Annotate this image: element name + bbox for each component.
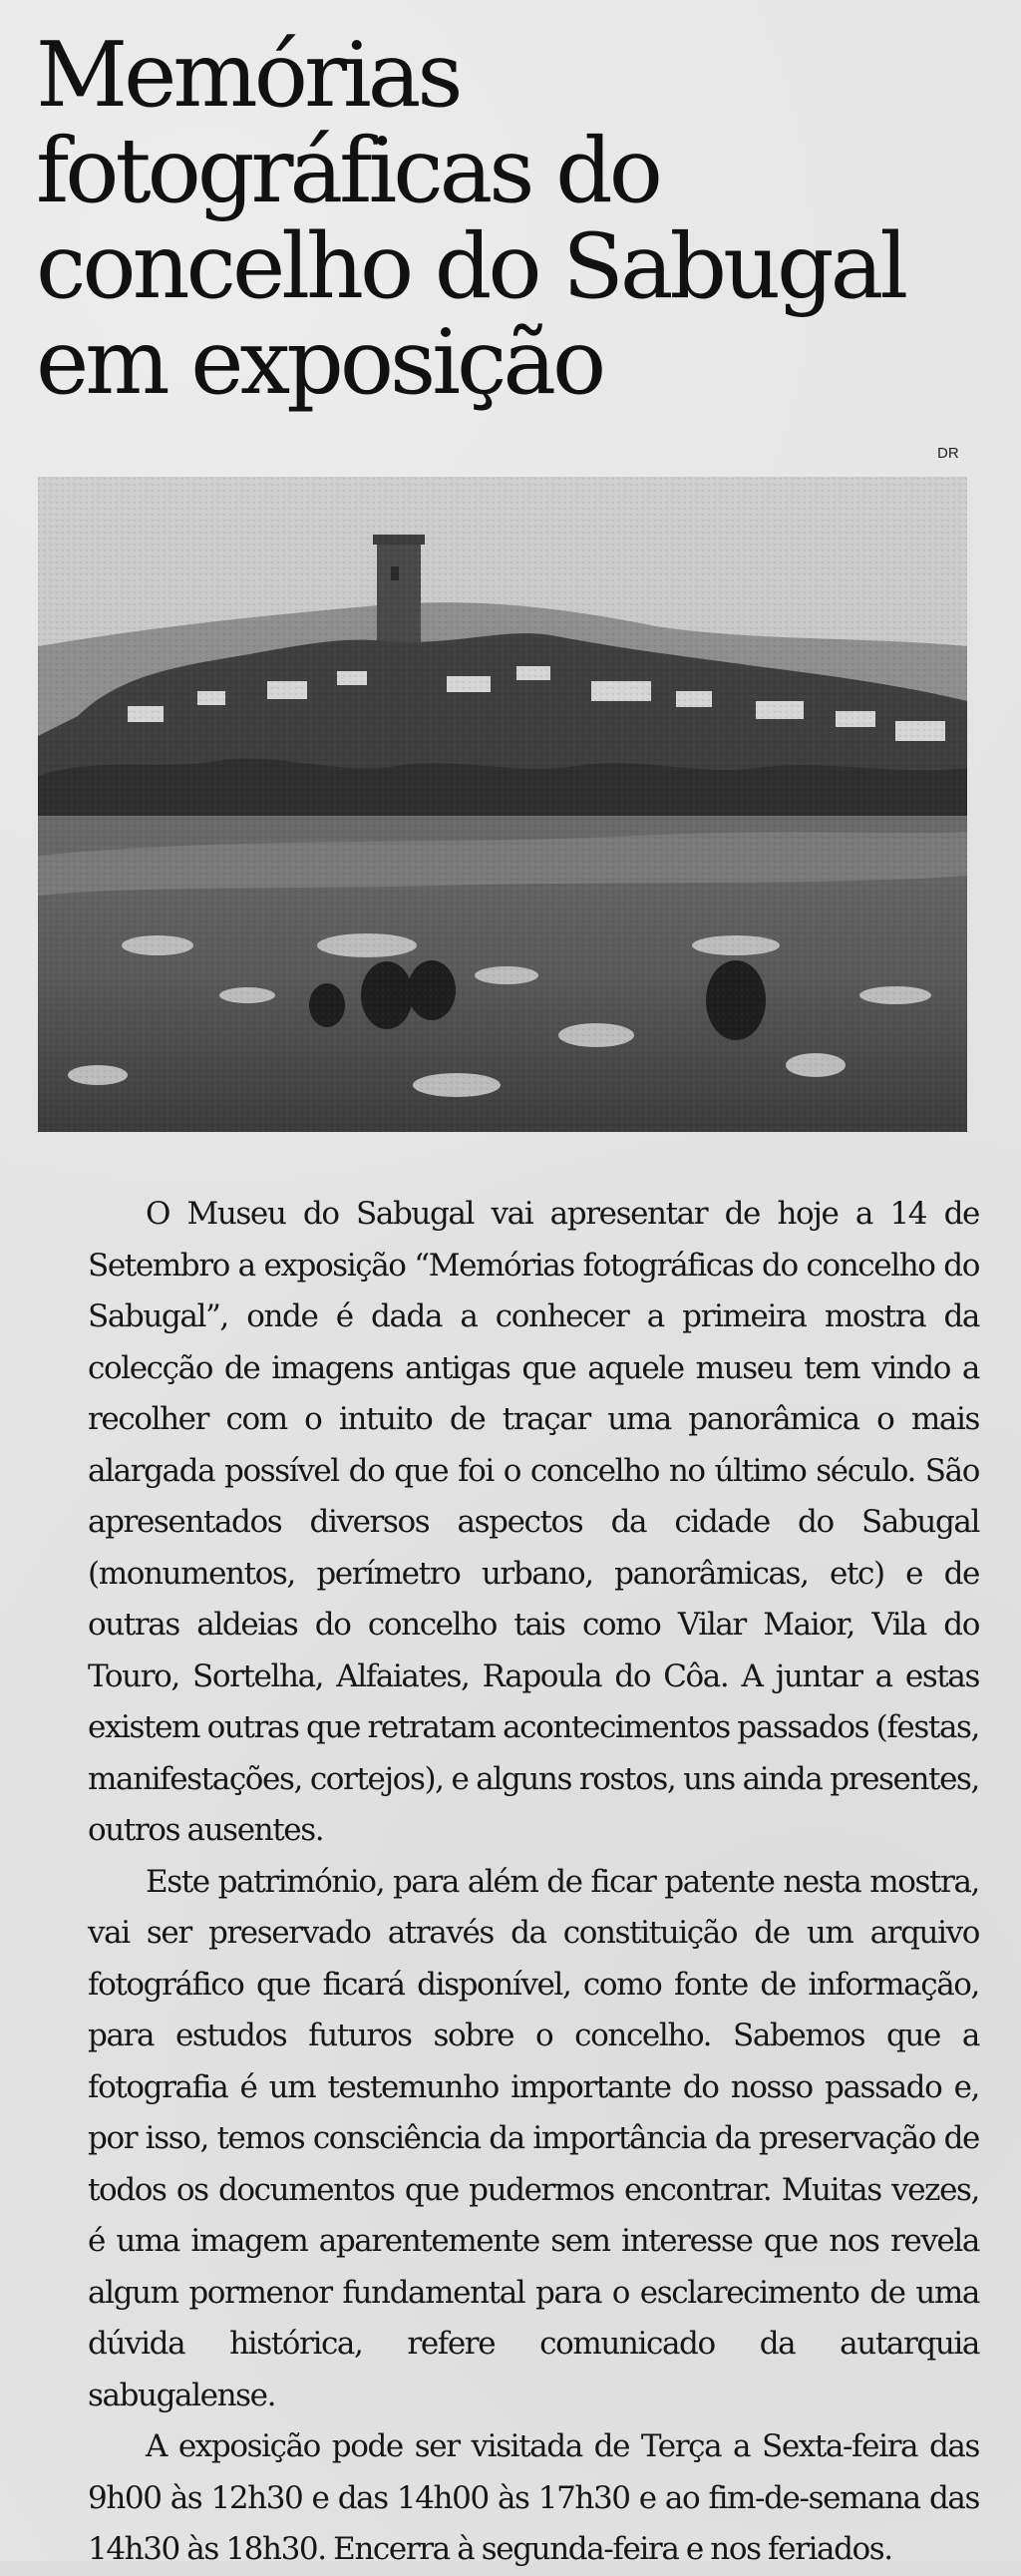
article-paragraph-1: O Museu do Sabugal vai apresentar de hoje a 14 de Setembro a exposição “Memórias fotográficas do concelho do Sabugal”, onde é dada a conhecer a primeira mostra da colecção de imagens antigas que aquele museu tem vindo a recolher com o intuito de traçar uma panorâmica o mais alargada possível do que foi o concelho no último século. São apresentados diversos aspectos da cidade do Sabugal (monumentos, perímetro urbano, panorâmicas, etc) e de outras aldeias do concelho tais como Vilar Maior, Vila do Touro, Sortelha, Alfaiates, Rapoula do Côa. A juntar a estas existem outras que retratam acontecimentos passados (festas, manifestações, cortejos), e alguns rostos, uns ainda presentes, outros ausentes.: [88, 1196, 979, 1848]
article-headline: Memórias fotográficas do concelho do Sabugal em exposição: [36, 23, 905, 415]
article-body: [88, 1189, 979, 2576]
photo-credit: DR: [937, 445, 959, 462]
article-paragraph-3: A exposição pode ser visitada de Terça a Sexta-feira das 9h00 às 12h30 e das 14h00 às 17h30 e ao fim-de-semana das 14h30 às 18h30. Encerra à segunda-feira e nos feriados.: [88, 2428, 979, 2567]
article-photo: [38, 477, 967, 1132]
article-paragraph-2: Este património, para além de ficar patente nesta mostra, vai ser preservado através da constituição de um arquivo fotográfico que ficará disponível, como fonte de informação, para estudos futuros sobre o concelho. Sabemos que a fotografia é um testemunho importante do nosso passado e, por isso, temos consciência da importância da preservação de todos os documentos que pudermos encontrar. Muitas vezes, é uma imagem aparentemente sem interesse que nos revela algum pormenor fundamental para o esclarecimento de uma dúvida histórica, refere comunicado da autarquia sabugalense.: [88, 1863, 979, 2413]
sabugal-panorama-image: [38, 477, 967, 1132]
